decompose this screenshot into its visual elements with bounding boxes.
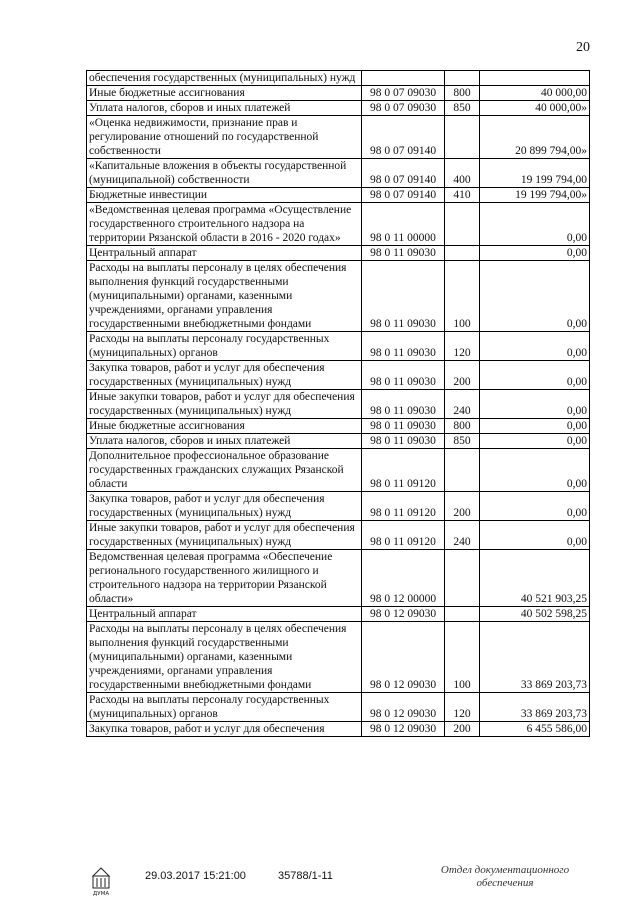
table-row [87, 332, 590, 361]
footer-doc-number: 35788/1-11 [278, 870, 333, 882]
table-row [87, 188, 590, 203]
table-row [87, 390, 590, 419]
table-row [87, 203, 590, 246]
row-code: 98 0 11 09120 [362, 449, 445, 492]
row-code: 98 0 11 09030 [362, 332, 445, 361]
row-name: Центральный аппарат [87, 246, 362, 261]
footer [0, 860, 640, 905]
row-name: Расходы на выплаты персоналу государственных (муниципальных) органов [87, 332, 362, 361]
row-expense-type: 240 [445, 521, 480, 550]
row-amount: 0,00 [480, 521, 590, 550]
table-row [87, 116, 590, 159]
row-code: 98 0 12 09030 [362, 693, 445, 722]
row-amount: 0,00 [480, 419, 590, 434]
table-row [87, 622, 590, 693]
row-name: Ведомственная целевая программа «Обеспечение регионального государственного жилищного и строительного надзора на территории Рязанской области» [87, 550, 362, 607]
row-code: 98 0 11 09030 [362, 246, 445, 261]
row-code: 98 0 11 09030 [362, 261, 445, 332]
row-name: Иные бюджетные ассигнования [87, 419, 362, 434]
table-row [87, 159, 590, 188]
table-row [87, 434, 590, 449]
row-name: Уплата налогов, сборов и иных платежей [87, 101, 362, 116]
table-row [87, 521, 590, 550]
table-row [87, 361, 590, 390]
table-row [87, 419, 590, 434]
row-code: 98 0 11 09030 [362, 419, 445, 434]
budget-table [86, 70, 590, 737]
row-expense-type: 410 [445, 188, 480, 203]
row-expense-type: 850 [445, 434, 480, 449]
row-name: «Ведомственная целевая программа «Осуществление государственного строительного надзора на территории Рязанской области в 2016 - 2020 годах» [87, 203, 362, 246]
row-amount: 0,00 [480, 492, 590, 521]
duma-logo-icon [88, 866, 114, 896]
row-amount: 0,00 [480, 246, 590, 261]
row-amount: 20 899 794,00» [480, 116, 590, 159]
row-amount: 40 000,00 [480, 86, 590, 101]
row-name: Центральный аппарат [87, 607, 362, 622]
row-name: Расходы на выплаты персоналу государственных (муниципальных) органов [87, 693, 362, 722]
row-expense-type: 100 [445, 622, 480, 693]
table-row [87, 101, 590, 116]
row-expense-type [445, 116, 480, 159]
row-amount: 0,00 [480, 261, 590, 332]
row-name: Уплата налогов, сборов и иных платежей [87, 434, 362, 449]
row-expense-type [445, 449, 480, 492]
row-amount: 40 521 903,25 [480, 550, 590, 607]
row-amount: 0,00 [480, 449, 590, 492]
row-code [362, 71, 445, 86]
row-expense-type: 200 [445, 722, 480, 737]
row-code: 98 0 07 09030 [362, 86, 445, 101]
table-row [87, 449, 590, 492]
row-amount: 0,00 [480, 390, 590, 419]
row-name: Иные бюджетные ассигнования [87, 86, 362, 101]
row-code: 98 0 07 09030 [362, 101, 445, 116]
table-row [87, 607, 590, 622]
row-code: 98 0 12 09030 [362, 722, 445, 737]
row-amount: 0,00 [480, 332, 590, 361]
row-code: 98 0 11 00000 [362, 203, 445, 246]
row-expense-type: 120 [445, 693, 480, 722]
row-expense-type [445, 246, 480, 261]
row-name: Бюджетные инвестиции [87, 188, 362, 203]
page-number: 20 [576, 40, 590, 55]
row-name: «Капитальные вложения в объекты государственной (муниципальной) собственности [87, 159, 362, 188]
table-row [87, 492, 590, 521]
table-row [87, 71, 590, 86]
table-row [87, 722, 590, 737]
row-amount: 40 000,00» [480, 101, 590, 116]
row-code: 98 0 07 09140 [362, 188, 445, 203]
row-expense-type: 800 [445, 86, 480, 101]
row-code: 98 0 12 09030 [362, 607, 445, 622]
row-code: 98 0 11 09120 [362, 521, 445, 550]
row-amount: 19 199 794,00» [480, 188, 590, 203]
row-code: 98 0 11 09030 [362, 390, 445, 419]
row-expense-type: 240 [445, 390, 480, 419]
row-expense-type: 120 [445, 332, 480, 361]
row-amount: 33 869 203,73 [480, 622, 590, 693]
row-name: Иные закупки товаров, работ и услуг для обеспечения государственных (муниципальных) нужд [87, 521, 362, 550]
row-code: 98 0 11 09030 [362, 434, 445, 449]
row-expense-type [445, 71, 480, 86]
row-expense-type: 100 [445, 261, 480, 332]
row-amount [480, 71, 590, 86]
footer-date: 29.03.2017 15:21:00 [145, 870, 246, 882]
row-amount: 19 199 794,00 [480, 159, 590, 188]
row-expense-type: 850 [445, 101, 480, 116]
row-expense-type: 200 [445, 492, 480, 521]
row-amount: 33 869 203,73 [480, 693, 590, 722]
row-name: Закупка товаров, работ и услуг для обеспечения [87, 722, 362, 737]
row-name: Закупка товаров, работ и услуг для обеспечения государственных (муниципальных) нужд [87, 361, 362, 390]
row-expense-type: 200 [445, 361, 480, 390]
table-row [87, 550, 590, 607]
table-row [87, 693, 590, 722]
row-expense-type [445, 550, 480, 607]
table-row [87, 246, 590, 261]
row-expense-type [445, 607, 480, 622]
row-name: Иные закупки товаров, работ и услуг для обеспечения государственных (муниципальных) нужд [87, 390, 362, 419]
row-amount: 6 455 586,00 [480, 722, 590, 737]
row-amount: 0,00 [480, 203, 590, 246]
row-code: 98 0 11 09030 [362, 361, 445, 390]
row-name: Расходы на выплаты персоналу в целях обеспечения выполнения функций государственными (муниципальными) органами, казенными учреждениями, органами управления государственными внебюджетными фондами [87, 261, 362, 332]
row-expense-type: 400 [445, 159, 480, 188]
row-amount: 0,00 [480, 361, 590, 390]
row-name: Расходы на выплаты персоналу в целях обеспечения выполнения функций государственными (муниципальными) органами, казенными учреждениями, органами управления государственными внебюджетными фондами [87, 622, 362, 693]
row-amount: 40 502 598,25 [480, 607, 590, 622]
row-name: Закупка товаров, работ и услуг для обеспечения государственных (муниципальных) нужд [87, 492, 362, 521]
row-code: 98 0 07 09140 [362, 116, 445, 159]
row-expense-type: 800 [445, 419, 480, 434]
logo-text: ДУМА [92, 891, 110, 896]
table-row [87, 86, 590, 101]
row-expense-type [445, 203, 480, 246]
row-name: обеспечения государственных (муниципальных) нужд [87, 71, 362, 86]
table-row [87, 261, 590, 332]
row-name: «Оценка недвижимости, признание прав и регулирование отношений по государственной собственности [87, 116, 362, 159]
row-amount: 0,00 [480, 434, 590, 449]
row-code: 98 0 12 00000 [362, 550, 445, 607]
row-code: 98 0 11 09120 [362, 492, 445, 521]
row-code: 98 0 12 09030 [362, 622, 445, 693]
row-code: 98 0 07 09140 [362, 159, 445, 188]
row-name: Дополнительное профессиональное образование государственных гражданских служащих Рязанской области [87, 449, 362, 492]
footer-department: Отдел документационного обеспечения [440, 864, 570, 889]
